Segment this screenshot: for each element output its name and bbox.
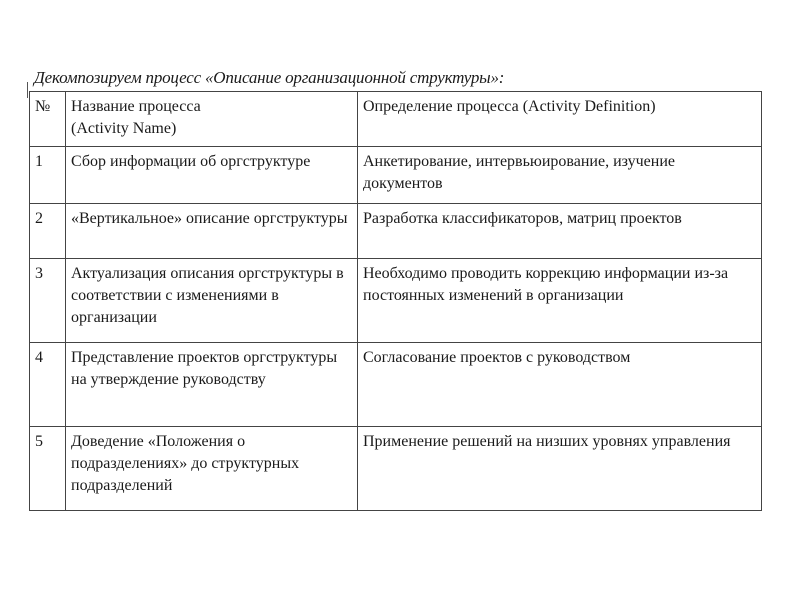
row-activity-definition: Применение решений на низших уровнях управления <box>358 427 762 511</box>
header-activity-definition: Определение процесса (Activity Definition) <box>358 92 762 147</box>
table-row <box>30 204 762 259</box>
header-activity-name-line1: Название процесса <box>71 98 201 115</box>
row-activity-definition: Разработка классификаторов, матриц проектов <box>358 204 762 259</box>
row-number: 4 <box>30 343 66 427</box>
row-activity-definition: Необходимо проводить коррекцию информации из-за постоянных изменений в организации <box>358 259 762 343</box>
table-row <box>30 427 762 511</box>
header-activity-name <box>66 92 358 147</box>
row-activity-definition: Анкетирование, интервьюирование, изучение документов <box>358 147 762 204</box>
row-activity-name: Представление проектов оргструктуры на утверждение руководству <box>66 343 358 427</box>
row-number: 3 <box>30 259 66 343</box>
margin-mark <box>27 82 28 98</box>
table-caption: Декомпозируем процесс «Описание организационной структуры»: <box>34 68 505 87</box>
process-table <box>29 91 762 511</box>
table-row <box>30 259 762 343</box>
row-activity-definition: Согласование проектов с руководством <box>358 343 762 427</box>
row-activity-name: Сбор информации об оргструктуре <box>66 147 358 204</box>
table-row <box>30 343 762 427</box>
table-header-row <box>30 92 762 147</box>
row-activity-name: Доведение «Положения о подразделениях» до структурных подразделений <box>66 427 358 511</box>
row-number: 1 <box>30 147 66 204</box>
header-number: № <box>30 92 66 147</box>
header-activity-name-line2: (Activity Name) <box>71 120 177 137</box>
row-number: 2 <box>30 204 66 259</box>
table-row <box>30 147 762 204</box>
row-activity-name: Актуализация описания оргструктуры в соответствии с изменениями в организации <box>66 259 358 343</box>
row-number: 5 <box>30 427 66 511</box>
row-activity-name: «Вертикальное» описание оргструктуры <box>66 204 358 259</box>
